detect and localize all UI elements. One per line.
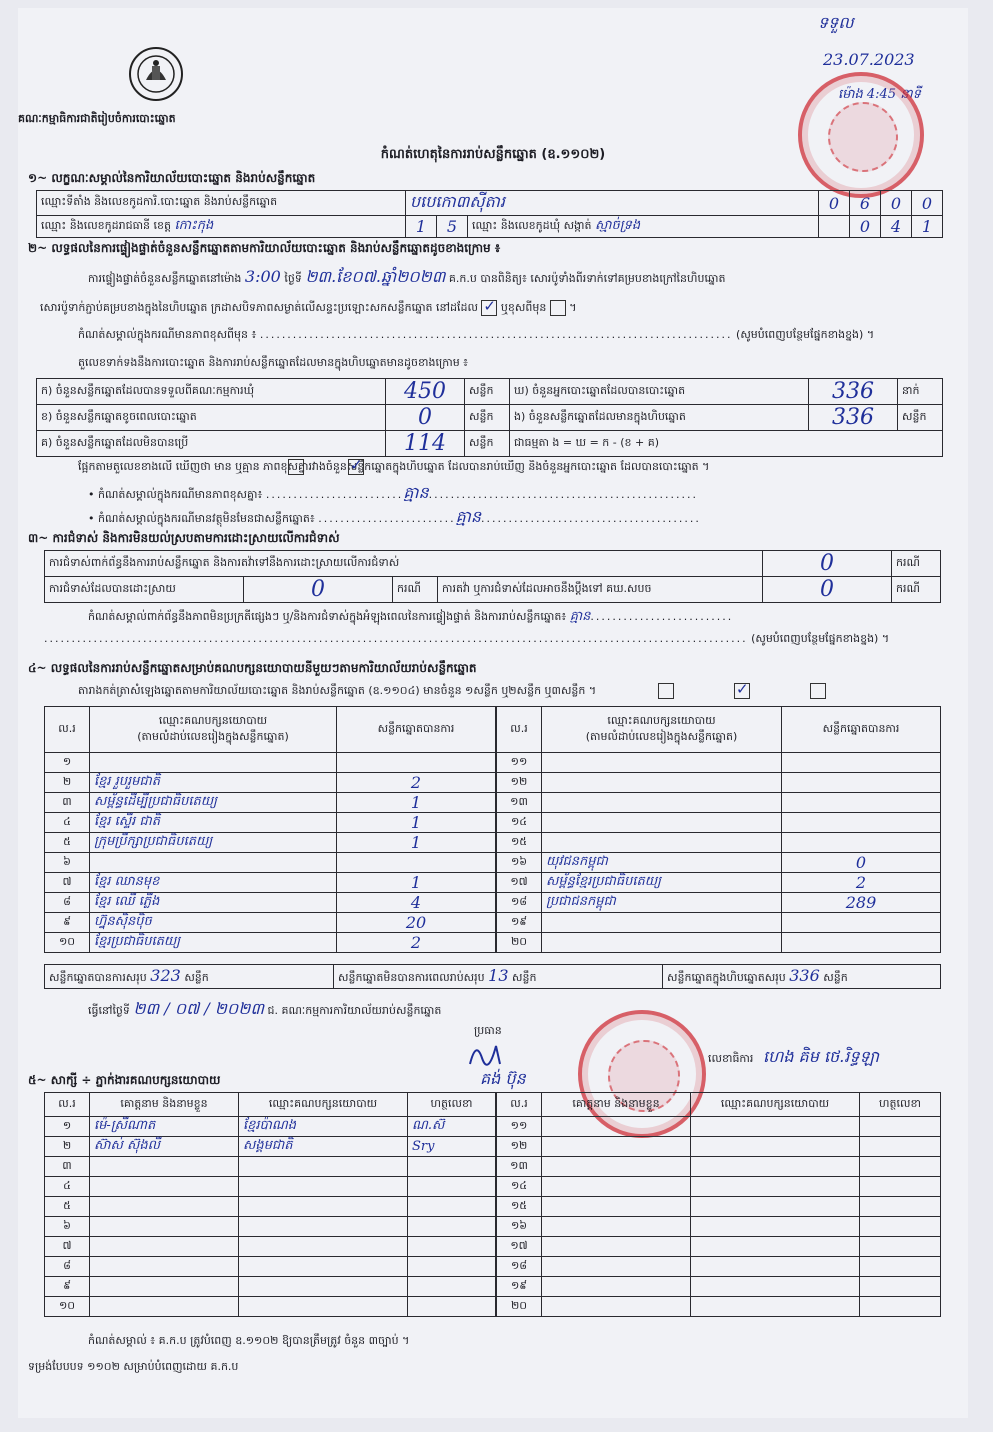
party-name [90, 753, 337, 773]
chair-signature [466, 1038, 506, 1072]
row-no: ១២ [497, 773, 542, 793]
witness-party: ខ្មែរប៉ាណង [239, 1117, 408, 1137]
difference-note-label: កំណត់សម្គាល់ក្នុងករណីមានភាពខុសពីមុន ៖ [78, 328, 257, 341]
party-name [542, 913, 782, 933]
results-intro: តួលេខទាក់ទងនឹងការបោះឆ្នោត និងការរាប់សន្លឹកឆ្នោតដែលមានក្នុងហិបឆ្នោតមានដូចខាងក្រោម ៖ [78, 356, 469, 369]
changed-label: ឬខុសពីមុន [500, 301, 547, 314]
verify-text: គ.ក.ប បានពិនិត្យ៖ សោរប៉ូទាំងពីរទាក់ទៅគម្របខាងក្រៅនៃហិបឆ្នោត [448, 272, 726, 285]
chair-name: គង់ ប៊ុន [480, 1069, 526, 1088]
section4-title: ៤~ លទ្ធផលនៃការរាប់សន្លឹកឆ្នោតសម្រាប់គណបក្សនយោបាយនីមួយៗតាមការិយាល័យរាប់សន្លឹកឆ្នោត [28, 661, 477, 675]
unit-label: សន្លឹក [184, 971, 209, 984]
party-votes [337, 853, 496, 873]
table-row [497, 813, 941, 833]
result-left-unit: សន្លឹក [465, 405, 510, 431]
location-label: ឈ្មោះទីតាំង និងលេខកូដការិ.បោះឆ្នោត និងរាប់សន្លឹកឆ្នោត [37, 191, 406, 216]
verify-time: 3:00 [244, 267, 281, 286]
two-sheets-checkbox[interactable] [734, 683, 750, 699]
table-row [497, 1197, 941, 1217]
result-right-unit: នាក់ [898, 379, 943, 405]
table-row [45, 753, 496, 773]
row-no: ១៨ [497, 1257, 542, 1277]
row-no: ១០ [45, 933, 90, 953]
commune-value: ស្មាច់ទ្រង [595, 218, 641, 233]
commune-code-digit: 4 [881, 216, 912, 238]
party-votes [782, 933, 941, 953]
row-no: ១៤ [497, 1177, 542, 1197]
party-votes [782, 833, 941, 853]
witness-name: ម៉េ-ស្រីណាត [90, 1117, 239, 1137]
code-digit: 6 [850, 191, 881, 216]
table-row [497, 773, 941, 793]
party-votes: 2 [337, 773, 496, 793]
party-name [542, 813, 782, 833]
party-votes [782, 753, 941, 773]
complaints-value: 0 [763, 551, 892, 577]
table-row [45, 873, 496, 893]
col-name: គោត្តនាម និងនាមខ្លួន [90, 1093, 239, 1117]
row-no: ១៧ [497, 873, 542, 893]
committee-label: ជ. គណៈកម្មការការិយាល័យរាប់សន្លឹកឆ្នោត [267, 1004, 442, 1017]
row-no: ១១ [497, 1117, 542, 1137]
table-row [45, 813, 496, 833]
results-row [37, 405, 943, 431]
witness-table-right [496, 1092, 941, 1317]
row-no: ៣ [45, 793, 90, 813]
party-votes [782, 793, 941, 813]
table-row [497, 913, 941, 933]
party-votes: 20 [337, 913, 496, 933]
verify-date: ២៣.ខែ០៧.ឆ្នាំ២០២៣ [305, 267, 446, 286]
col-no: ល.រ [497, 1093, 542, 1117]
appeal-value: 0 [763, 577, 892, 603]
valid-total-label: សន្លឹកឆ្នោតបានការសរុប [49, 971, 147, 984]
row-no: ៤ [45, 1177, 90, 1197]
party-votes [782, 773, 941, 793]
row-no: ៦ [45, 853, 90, 873]
code-digit: 0 [881, 191, 912, 216]
result-left-label: ក) ចំនួនសន្លឹកឆ្នោតដែលបានទទួលពីគណៈកម្មការឃុំ [37, 379, 386, 405]
col-votes: សន្លឹកឆ្នោតបានការ [782, 707, 941, 753]
party-name: ខ្មែរ ឈើ ភ្លើង [90, 893, 337, 913]
row-no: ១៣ [497, 793, 542, 813]
section1-title: ១~ លក្ខណៈសម្គាល់នៃការិយាល័យបោះឆ្នោត និងរាប់សន្លឹកឆ្នោត [28, 171, 316, 185]
complaints-table [44, 550, 941, 603]
diff-note-value: គ្មាន [403, 483, 429, 502]
col-sign: ហត្ថលេខា [408, 1093, 496, 1117]
col-sign: ហត្ថលេខា [860, 1093, 941, 1117]
table-row [497, 853, 941, 873]
diff-note-label: • កំណត់សម្គាល់ក្នុងករណីមានភាពខុសគ្នា៖ [88, 488, 263, 501]
made-at-date: ២៣ / ០៧ / ២០២៣ [133, 999, 264, 1018]
witness-table-left [44, 1092, 496, 1317]
table-row [45, 1277, 496, 1297]
result-right-value: 336 [809, 405, 898, 431]
table-row [497, 1297, 941, 1317]
row-no: ១៤ [497, 813, 542, 833]
row-no: ៨ [45, 893, 90, 913]
party-votes: 1 [337, 793, 496, 813]
col-party: ឈ្មោះគណបក្សនយោបាយ [607, 713, 716, 727]
row-no: ៩ [45, 1277, 90, 1297]
unit-label: ករណី [892, 577, 941, 603]
table-row [45, 913, 496, 933]
party-votes: 4 [337, 893, 496, 913]
box-total-label: សន្លឹកឆ្នោតក្នុងហិបឆ្នោតសរុប [667, 971, 786, 984]
party-results-right [496, 706, 941, 953]
code-digit: 0 [819, 191, 850, 216]
commune-label: ឈ្មោះ និងលេខកូដឃុំ សង្កាត់ [472, 219, 592, 232]
province-label: ឈ្មោះ និងលេខកូដរាជធានី ខេត្ត [41, 219, 171, 232]
result-left-unit: សន្លឹក [465, 379, 510, 405]
invalid-total-label: សន្លឹកឆ្នោតមិនបានការពេលរាប់សរុប [338, 971, 485, 984]
province-code-digit: 1 [406, 216, 437, 238]
row-no: ២០ [497, 1297, 542, 1317]
row-no: ៥ [45, 833, 90, 853]
row-no: ១៣ [497, 1157, 542, 1177]
appeal-label: ការតវ៉ា ឬការជំទាស់ដែលអាចនឹងប្តឹងទៅ គឃ.សបច [438, 577, 763, 603]
party-votes: 1 [337, 813, 496, 833]
row-no: ១០ [45, 1297, 90, 1317]
table-row [45, 1177, 496, 1197]
invalid-note-value: គ្មាន [455, 507, 482, 526]
row-no: ១៩ [497, 1277, 542, 1297]
party-name: ប្រជាជនកម្ពុជា [542, 893, 782, 913]
totals-table [44, 964, 941, 989]
irregularity-note-label: កំណត់សម្គាល់ពាក់ព័ន្ធនឹងភាពមិនប្រក្រតីផ្សេងៗ ឬ/និងការជំទាស់ក្នុងអំឡុងពេលនៃការផ្ទៀងផ្ទាត់ និងការរាប់សន្លឹកឆ្នោត៖ [88, 610, 567, 623]
footnote: កំណត់សម្គាល់ ៖ គ.ក.ប ត្រូវបំពេញ ឧ.១១០២ ឱ្យបានត្រឹមត្រូវ ចំនួន ៣ច្បាប់ ។ [88, 1334, 410, 1347]
fill-hint: (សូមបំពេញបន្ថែមផ្នែកខាងខ្នង) ។ [736, 328, 875, 341]
witness-name: ស៊ាស់ ស៊ុងលី [90, 1137, 239, 1157]
party-name [542, 933, 782, 953]
result-left-unit: សន្លឹក [465, 431, 510, 457]
row-no: ៤ [45, 813, 90, 833]
table-row [45, 933, 496, 953]
secretary-label: លេខាធិការ [708, 1052, 754, 1065]
org-name: គណៈកម្មាធិការជាតិរៀបចំការបោះឆ្នោត [18, 112, 176, 125]
party-votes [337, 753, 496, 773]
party-name: សម្ព័ន្ធខ្មែរប្រជាធិបតេយ្យ [542, 873, 782, 893]
secretary-name: ហេង គិម ថេ.រិទ្ធឡា [763, 1047, 880, 1066]
invalid-note-label: • កំណត់សម្គាល់ក្នុងករណីមានវត្ថុមិនមែនជាសន្លឹកឆ្នោត៖ [88, 512, 315, 525]
row-no: ៧ [45, 1237, 90, 1257]
unit-label: សន្លឹក [512, 971, 537, 984]
fill-hint: (សូមបំពេញបន្ថែមផ្នែកខាងខ្នង) ។ [751, 632, 890, 645]
result-left-value: 0 [386, 405, 465, 431]
table-row [497, 793, 941, 813]
party-name: យុវជនកម្ពុជា [542, 853, 782, 873]
table-row [497, 1157, 941, 1177]
unit-label: ករណី [892, 551, 941, 577]
party-votes: 0 [782, 853, 941, 873]
col-party: ឈ្មោះគណបក្សនយោបាយ [158, 713, 268, 727]
table-row [45, 893, 496, 913]
party-votes [782, 813, 941, 833]
province-code-digit: 5 [437, 216, 468, 238]
party-name: ហ្វ៊ុនស៊ិនប៉ិច [90, 913, 337, 933]
seal-status-text: សោរប៉ូទាក់ភ្ជាប់គម្របខាងក្នុងនៃហិបឆ្នោត ក្រដាសបិទភាពសម្ងាត់លើសន្ទះប្រឡោះសកសន្លឹកឆ្នោត នៅដដែល [40, 301, 478, 314]
form-footer: ទម្រង់បែបបទ ១១០២ សម្រាប់បំពេញដោយ គ.ក.ប [28, 1360, 239, 1373]
table-row [497, 833, 941, 853]
col-votes: សន្លឹកឆ្នោតបានការ [337, 707, 496, 753]
result-right-value: 336 [809, 379, 898, 405]
result-right-label: ឃ) ចំនួនអ្នកបោះឆ្នោតដែលបានបោះឆ្នោត [510, 379, 809, 405]
official-seal-top [798, 72, 924, 198]
table-row [497, 1217, 941, 1237]
row-no: ៣ [45, 1157, 90, 1177]
section3-title: ៣~ ការជំទាស់ និងការមិនយល់ស្របតាមការដោះស្រាយលើការជំទាស់ [28, 531, 340, 545]
commune-code-digit: 0 [850, 216, 881, 238]
row-no: ១៩ [497, 913, 542, 933]
party-votes: 1 [337, 833, 496, 853]
section1-table [36, 190, 943, 238]
row-no: ៩ [45, 913, 90, 933]
nec-emblem [128, 46, 184, 102]
location-value: បបេកោ៣ស៊ីតារ [406, 191, 819, 216]
party-name [542, 753, 782, 773]
row-no: ២ [45, 1137, 90, 1157]
col-party: ឈ្មោះគណបក្សនយោបាយ [691, 1093, 860, 1117]
compare-line: ផ្អែកតាមតួលេខខាងលើ ឃើញថា មាន ឬគ្មាន ភាពខុសគ្នារវាងចំនួនសន្លឹកឆ្នោតក្នុងហិបឆ្នោត ដែលបានរាប់ឃើញ និងចំនួនអ្នកបោះឆ្នោត ដែលបានបោះឆ្នោត ។ [78, 460, 710, 473]
row-no: ១ [45, 753, 90, 773]
received-time: ម៉ោង 4:45 នាទី [838, 87, 921, 102]
party-votes: 2 [782, 873, 941, 893]
one-sheet-checkbox[interactable] [658, 683, 674, 699]
made-at-label: ធ្វើនៅថ្ងៃទី [88, 1004, 130, 1017]
table-row [497, 933, 941, 953]
row-no: ១២ [497, 1137, 542, 1157]
table-row [497, 1237, 941, 1257]
row-no: ៨ [45, 1257, 90, 1277]
unit-label: ករណី [393, 577, 438, 603]
table-row [45, 1257, 496, 1277]
resolved-label: ការជំទាស់ដែលបានដោះស្រាយ [45, 577, 244, 603]
verify-date-label: ថ្ងៃទី [284, 272, 302, 285]
complaints-label: ការជំទាស់ពាក់ព័ន្ធនឹងការរាប់សន្លឹកឆ្នោត និងការតវ៉ាទៅនឹងការដោះស្រាយលើការជំទាស់ [45, 551, 763, 577]
witness-signature: ណ.ស៊ [408, 1117, 496, 1137]
valid-total: 323 [150, 966, 181, 985]
result-left-label: ខ) ចំនួនសន្លឹកឆ្នោតខូចពេលបោះឆ្នោត [37, 405, 386, 431]
row-no: ១៥ [497, 833, 542, 853]
election-form-page: គណៈកម្មាធិការជាតិរៀបចំការបោះឆ្នោត ទទួល 23.07.2023 ម៉ោង 4:45 នាទី កំណត់ហេតុនៃការរាប់សន្លឹកឆ្នោត (ឧ.១១០២) ១~ លក្ខណៈសម្គាល់នៃការិយាល័យបោះឆ្នោត និងរាប់សន្លឹកឆ្នោត ឈ្មោះទីតាំង និងលេខកូដការិ.បោះឆ្នោត និងរាប់សន្លឹកឆ្នោត បបេកោ៣ស៊ីតារ 0 6 0 0 ឈ្មោះ និងលេខកូដរាជធានី ខេត្ត កោះកុង 1 5 ឈ្មោះ និងលេខកូដឃុំ សង្កាត់ ស្មាច់ទ្រង 0 4 1 ២~ លទ្ធផលនៃការផ្ទៀងផ្ទាត់ចំនួនសន្លឹកឆ្នោតតាមការិយាល័យបោះឆ្នោត និងរាប់សន្លឹកឆ្នោតដូចខាងក្រោម ៖ ការផ្ទៀងផ្ទាត់ចំនួនសន្លឹកឆ្នោតនៅម៉ោង 3:00 ថ្ងៃទី ២៣.ខែ០៧.ឆ្នាំ២០២៣ គ.ក.ប បានពិនិត្យ៖ សោរប៉ូទាំងពីរទាក់ទៅគម្របខាងក្រៅនៃហិបឆ្នោត សោរប៉ូទាក់ភ្ជាប់គម្របខាងក្នុងនៃហិបឆ្នោត ក្រដាសបិទភាពសម្ងាត់លើសន្ទះប្រឡោះសកសន្លឹកឆ្នោត នៅដដែល ✓ ឬខុសពីមុន ។ កំណត់សម្គាល់ក្នុងករណីមានភាពខុសពីមុន ៖ ...................................................................................... (សូមបំពេញបន្ថែមផ្នែកខាងខ្នង) ។ តួលេខទាក់ទងនឹងការបោះឆ្នោត និងការរាប់សន្លឹកឆ្នោតដែលមានក្នុងហិបឆ្នោតមានដូចខាងក្រោម ៖ ក) ចំនួនសន្លឹកឆ្នោតដែលបានទទួលពីគណៈកម្មការឃុំ 450 សន្លឹក ឃ) ចំនួនអ្នកបោះឆ្នោតដែលបានបោះឆ្នោត 336 នាក់ ខ) ចំនួនសន្លឹកឆ្នោតខូចពេលបោះឆ្នោត 0 សន្លឹក ង) ចំនួនសន្លឹកឆ្នោតដែលមានក្នុងហិបឆ្នោត 336 សន្លឹក គ) ចំនួនសន្លឹកឆ្នោតដែលមិនបានប្រើ 114 សន្លឹក ជាធម្មតា ង = ឃ = ក - (ខ + គ) ផ្អែកតាមតួលេខខាងលើ ឃើញថា មាន ឬគ្មាន ភាពខុសគ្នារវាងចំនួនសន្លឹកឆ្នោតក្នុងហិបឆ្នោត ដែលបានរាប់ឃើញ និងចំនួនអ្នកបោះឆ្នោត ដែលបានបោះឆ្នោត ។ ✓ • កំណត់សម្គាល់ក្នុងករណីមានភាពខុសគ្នា៖ .........................គ្មាន................................................. • កំណត់សម្គាល់ក្នុងករណីមានវត្ថុមិនមែនជាសន្លឹកឆ្នោត៖ .........................គ្មាន........................................ ៣~ ការជំទាស់ និងការមិនយល់ស្របតាមការដោះស្រាយលើការជំទាស់ ការជំទាស់ពាក់ព័ន្ធនឹងការរាប់សន្លឹកឆ្នោត និងការតវ៉ាទៅនឹងការដោះស្រាយលើការជំទាស់ 0 ករណី ការជំទាស់ដែលបានដោះស្រាយ 0 ករណី ការតវ៉ា ឬការជំទាស់ដែលអាចនឹងប្តឹងទៅ គឃ.សបច 0 ករណី កំណត់សម្គាល់ពាក់ព័ន្ធនឹងភាពមិនប្រក្រតីផ្សេងៗ ឬ/និងការជំទាស់ក្នុងអំឡុងពេលនៃការផ្ទៀងផ្ទាត់ និងការរាប់សន្លឹកឆ្នោត៖ គ្មាន.......................... ................................................................................................................................ (សូមបំពេញបន្ថែមផ្នែកខាងខ្នង) ។ ៤~ លទ្ធផលនៃការរាប់សន្លឹកឆ្នោតសម្រាប់គណបក្សនយោបាយនីមួយៗតាមការិយាល័យរាប់សន្លឹកឆ្នោត តារាងកត់ត្រាសំឡេងឆ្នោតតាមការិយាល័យបោះឆ្នោត និងរាប់សន្លឹកឆ្នោត (ឧ.១១០៤) មានចំនួន ១សន្លឹក ឬ២សន្លឹក ឬ៣សន្លឹក ។ ✓ ល.រ ឈ្មោះគណបក្សនយោបាយ (តាមលំដាប់លេខរៀងក្នុងសន្លឹកឆ្នោត) សន្លឹកឆ្នោតបានការ ១ ២ ខ្មែរ រួបរួមជាតិ 2 ៣ សម្ព័ន្ធដើម្បីប្រជាធិបតេយ្យ 1 ៤ ខ្មែរ ស្ទើរ ជាតិ 1 ៥ ក្រុមប្រឹក្សាប្រជាធិបតេយ្យ 1 ៦ ៧ ខ្មែរ ឈានមុខ 1 ៨ ខ្មែរ ឈើ ភ្លើង 4 ៩ ហ្វ៊ុនស៊ិនប៉ិច 20 ១០ ខ្មែរប្រជាធិបតេយ្យ 2 ល.រ ឈ្មោះគណបក្សនយោបាយ (តាមលំដាប់លេខរៀងក្នុងសន្លឹកឆ្នោត) សន្លឹកឆ្នោតបានការ ១១ ១២ ១៣ ១៤ ១៥ ១៦ យុវជនកម្ពុជា 0 ១៧ សម្ព័ន្ធខ្មែរប្រជាធិបតេយ្យ 2 ១៨ ប្រជាជនកម្ពុជា 289 ១៩ ២០ សន្លឹកឆ្នោតបានការសរុប 323 សន្លឹក សន្លឹកឆ្នោតមិនបានការពេលរាប់សរុប 13 សន្លឹក សន្លឹកឆ្នោតក្នុងហិបឆ្នោតសរុប 336 សន្លឹក ធ្វើនៅថ្ងៃទី ២៣ / ០៧ / ២០២៣ ជ. គណៈកម្មការការិយាល័យរាប់សន្លឹកឆ្នោត ប្រធាន គង់ ប៊ុន លេខាធិការ ហេង គិម ថេ.រិទ្ធឡា ៥~ សាក្សី ÷ ភ្នាក់ងារគណបក្សនយោបាយ ល.រ គោត្តនាម និងនាមខ្លួន ឈ្មោះគណបក្សនយោបាយ ហត្ថលេខា ១ ម៉េ-ស្រីណាត ខ្មែរប៉ាណង ណ.ស៊ ២ ស៊ាស់ ស៊ុងលី សង្គមជាតិ Sry ៣ ៤ ៥ ៦ ៧ ៨ ៩ ១០ ល.រ គោត្តនាម និងនាមខ្លួន ឈ្មោះគណបក្សនយោបាយ ហត្ថលេខា ១១ ១២ ១៣ ១៤ ១៥ ១៦ ១៧ ១៨ ១៩ ២០ កំណត់សម្គាល់ ៖ គ.ក.ប ត្រូវបំពេញ ឧ.១១០២ ឱ្យបានត្រឹមត្រូវ ចំនួន ៣ច្បាប់ ។ ទម្រង់បែបបទ ១១០២ សម្រាប់បំពេញដោយ គ.ក.ប [18, 8, 968, 1418]
section2-title: ២~ លទ្ធផលនៃការផ្ទៀងផ្ទាត់ចំនួនសន្លឹកឆ្នោតតាមការិយាល័យបោះឆ្នោត និងរាប់សន្លឹកឆ្នោតដូចខាងក្រោម ៖ [28, 241, 501, 255]
results-table [36, 378, 943, 457]
unit-label: សន្លឹក [823, 971, 848, 984]
row-no: ១៨ [497, 893, 542, 913]
code-digit: 0 [912, 191, 943, 216]
table-row [45, 1217, 496, 1237]
province-value: កោះកុង [174, 218, 214, 233]
col-name: គោត្តនាម និងនាមខ្លួន [542, 1093, 691, 1117]
received-note: ទទួល [818, 13, 854, 32]
party-votes: 289 [782, 893, 941, 913]
table-row [497, 1177, 941, 1197]
result-right-label: ង) ចំនួនសន្លឹកឆ្នោតដែលមានក្នុងហិបឆ្នោត [510, 405, 809, 431]
row-no: ១៦ [497, 1217, 542, 1237]
row-no: ១៧ [497, 1237, 542, 1257]
col-party-sub: (តាមលំដាប់លេខរៀងក្នុងសន្លឹកឆ្នោត) [137, 729, 289, 743]
witness-party: សង្គមជាតិ [239, 1137, 408, 1157]
box-total: 336 [789, 966, 820, 985]
result-right-unit: សន្លឹក [898, 405, 943, 431]
col-no: ល.រ [45, 707, 90, 753]
row-no: ៥ [45, 1197, 90, 1217]
row-no: ១ [45, 1117, 90, 1137]
table-row [45, 1237, 496, 1257]
row-no: ២ [45, 773, 90, 793]
table-row [497, 1277, 941, 1297]
party-name: ខ្មែរ ឈានមុខ [90, 873, 337, 893]
table-row [45, 1117, 496, 1137]
table-row [45, 833, 496, 853]
col-party: ឈ្មោះគណបក្សនយោបាយ [239, 1093, 408, 1117]
table-row [497, 873, 941, 893]
party-name: សម្ព័ន្ធដើម្បីប្រជាធិបតេយ្យ [90, 793, 337, 813]
table-row [45, 773, 496, 793]
table-row [45, 1297, 496, 1317]
table-row [497, 1137, 941, 1157]
witness-signature: Sry [408, 1137, 496, 1157]
has-difference-checkbox[interactable] [288, 459, 304, 475]
col-party-sub: (តាមលំដាប់លេខរៀងក្នុងសន្លឹកឆ្នោត) [585, 729, 738, 743]
tally-intro: តារាងកត់ត្រាសំឡេងឆ្នោតតាមការិយាល័យបោះឆ្នោត និងរាប់សន្លឹកឆ្នោត (ឧ.១១០៤) មានចំនួន ១សន្លឹក ឬ២សន្លឹក ឬ៣សន្លឹក ។ [78, 684, 597, 697]
party-name [542, 793, 782, 813]
table-row [45, 1197, 496, 1217]
party-votes: 2 [337, 933, 496, 953]
party-name [542, 833, 782, 853]
formula-note: ជាធម្មតា ង = ឃ = ក - (ខ + គ) [510, 431, 943, 457]
row-no: ១៦ [497, 853, 542, 873]
changed-checkbox[interactable] [550, 300, 566, 316]
result-left-value: 114 [386, 431, 465, 457]
result-left-value: 450 [386, 379, 465, 405]
no-difference-checkbox[interactable] [348, 459, 364, 475]
result-left-label: គ) ចំនួនសន្លឹកឆ្នោតដែលមិនបានប្រើ [37, 431, 386, 457]
form-title: កំណត់ហេតុនៃការរាប់សន្លឹកឆ្នោត (ឧ.១១០២) [380, 147, 606, 162]
row-no: ១១ [497, 753, 542, 773]
table-row [45, 1157, 496, 1177]
row-no: ៧ [45, 873, 90, 893]
chair-label: ប្រធាន [474, 1024, 502, 1037]
received-date: 23.07.2023 [823, 50, 915, 69]
party-name [542, 773, 782, 793]
section5-title: ៥~ សាក្សី ÷ ភ្នាក់ងារគណបក្សនយោបាយ [28, 1073, 221, 1087]
invalid-total: 13 [488, 966, 509, 985]
unchanged-checkbox[interactable] [481, 300, 497, 316]
party-votes [782, 913, 941, 933]
party-name: ខ្មែរ ស្ទើរ ជាតិ [90, 813, 337, 833]
row-no: ២០ [497, 933, 542, 953]
three-sheets-checkbox[interactable] [810, 683, 826, 699]
table-row [497, 1257, 941, 1277]
verify-time-label: ការផ្ទៀងផ្ទាត់ចំនួនសន្លឹកឆ្នោតនៅម៉ោង [88, 272, 242, 285]
irregularity-note-value: គ្មាន [569, 609, 591, 624]
table-row [497, 753, 941, 773]
row-no: ៦ [45, 1217, 90, 1237]
table-row [497, 893, 941, 913]
table-row [45, 853, 496, 873]
party-name: ខ្មែរប្រជាធិបតេយ្យ [90, 933, 337, 953]
party-name: ក្រុមប្រឹក្សាប្រជាធិបតេយ្យ [90, 833, 337, 853]
row-no: ១៥ [497, 1197, 542, 1217]
table-row [45, 1137, 496, 1157]
col-no: ល.រ [45, 1093, 90, 1117]
resolved-value: 0 [244, 577, 393, 603]
results-row [37, 431, 943, 457]
party-name [90, 853, 337, 873]
col-no: ល.រ [497, 707, 542, 753]
party-votes: 1 [337, 873, 496, 893]
commune-code-digit: 1 [912, 216, 943, 238]
table-row [497, 1117, 941, 1137]
party-name: ខ្មែរ រួបរួមជាតិ [90, 773, 337, 793]
table-row [45, 793, 496, 813]
results-row [37, 379, 943, 405]
party-results-left [44, 706, 496, 953]
